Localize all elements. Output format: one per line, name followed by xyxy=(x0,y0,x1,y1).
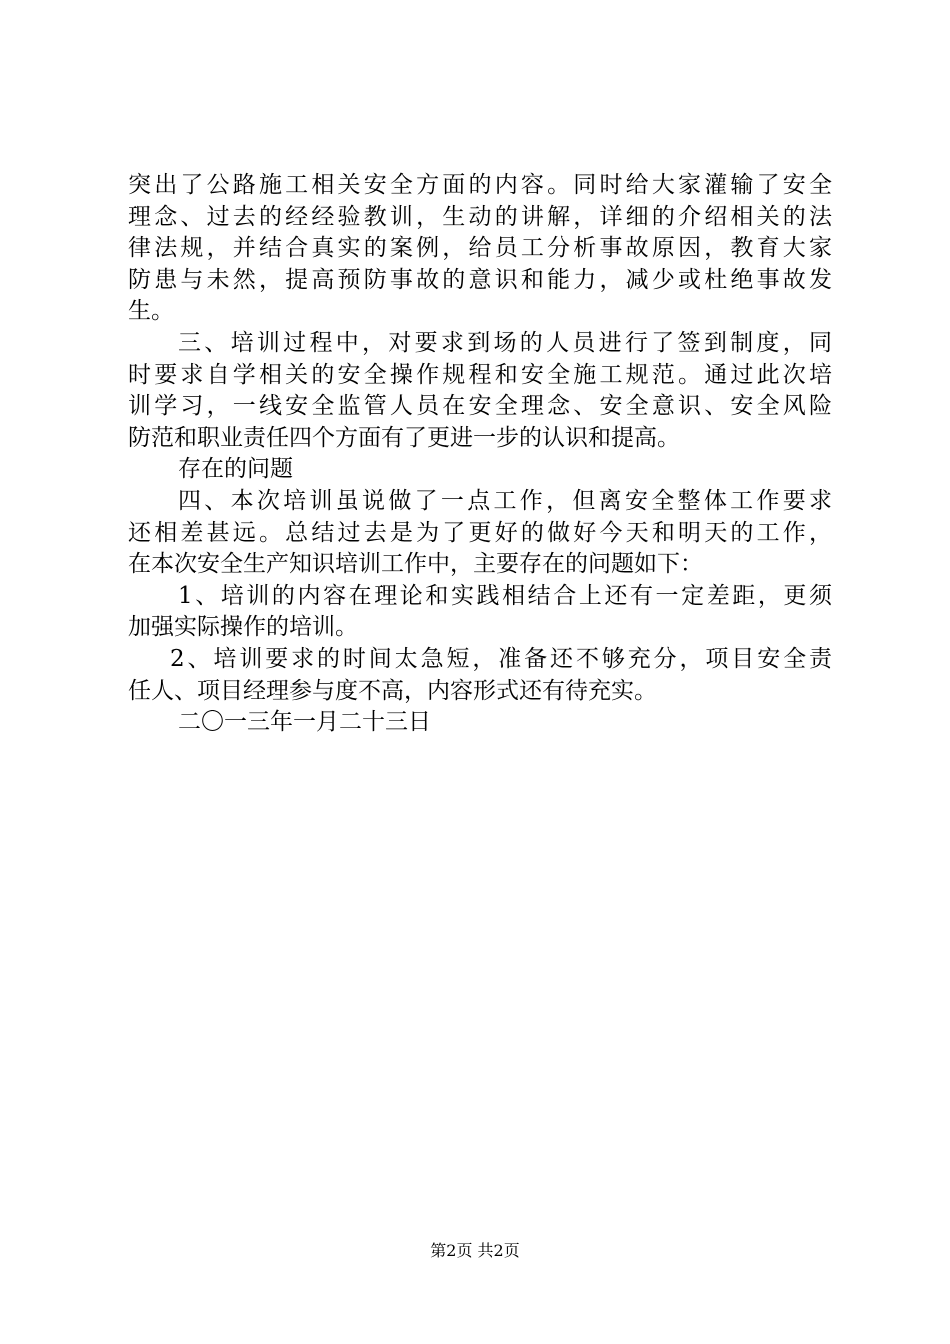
body-line: 生。 xyxy=(128,298,174,325)
body-line: 时要求自学相关的安全操作规程和安全施工规范。通过此次培 xyxy=(128,361,832,388)
document-body xyxy=(128,170,832,739)
section-heading: 存在的问题 xyxy=(178,456,293,483)
body-line: 加强实际操作的培训。 xyxy=(128,614,358,641)
body-line: 防患与未然，提高预防事故的意识和能力，减少或杜绝事故发 xyxy=(128,266,832,293)
body-line: 训学习，一线安全监管人员在安全理念、安全意识、安全风险 xyxy=(128,393,832,420)
body-line: 突出了公路施工相关安全方面的内容。同时给大家灌输了安全 xyxy=(128,172,832,198)
page-footer xyxy=(0,1240,950,1262)
body-line: 还相差甚远。总结过去是为了更好的做好今天和明天的工作， xyxy=(128,519,832,546)
body-line: 防范和职业责任四个方面有了更进一步的认识和提高。 xyxy=(128,424,680,451)
body-line: 三、培训过程中，对要求到场的人员进行了签到制度，同 xyxy=(178,329,832,356)
document-date: 二〇一三年一月二十三日 xyxy=(178,709,431,736)
body-line: 在本次安全生产知识培训工作中，主要存在的问题如下： xyxy=(128,551,703,578)
body-line: 四、本次培训虽说做了一点工作，但离安全整体工作要求 xyxy=(178,487,832,514)
body-line: 理念、过去的经经验教训，生动的讲解，详细的介绍相关的法 xyxy=(128,203,832,230)
body-line: 任人、项目经理参与度不高，内容形式还有待充实。 xyxy=(128,677,657,704)
page-indicator: 第2页 共2页 xyxy=(430,1241,520,1260)
body-line: 2、培训要求的时间太急短，准备还不够充分，项目安全责 xyxy=(170,645,832,672)
body-line: 1、培训的内容在理论和实践相结合上还有一定差距，更须 xyxy=(178,582,832,609)
body-line: 律法规，并结合真实的案例，给员工分析事故原因，教育大家 xyxy=(128,235,832,262)
